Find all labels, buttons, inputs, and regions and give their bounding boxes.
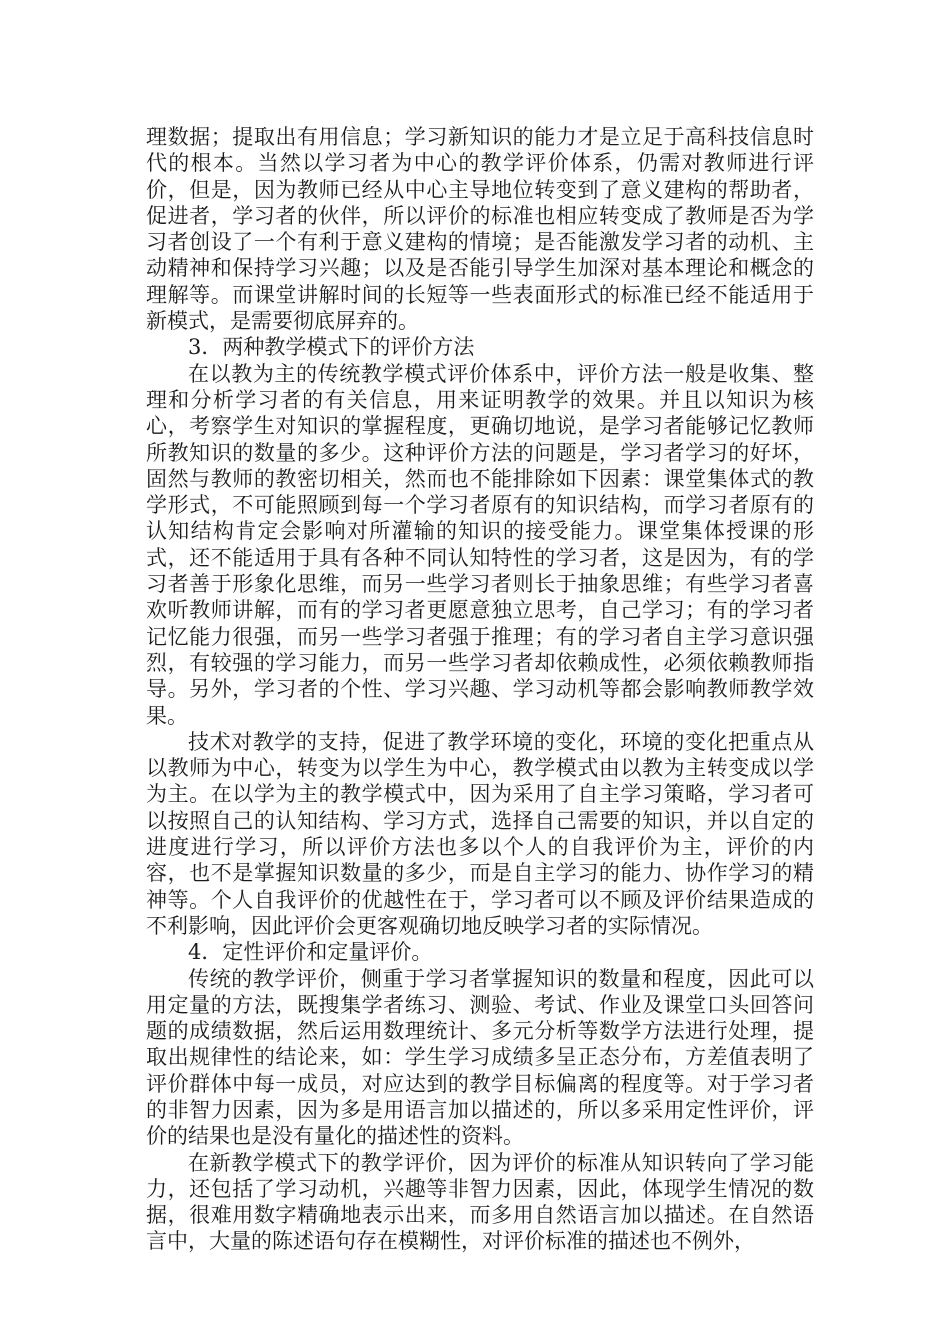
paragraph-new-model-evaluation: 在新教学模式下的教学评价，因为评价的标准从知识转向了学习能力，还包括了学习动机，兴趣等非智力因素，因此，体现学生情况的数据，很难用数字精确地表示出来，而多用自然语言加以描述。在自然语言中，大量的陈述语句存在模糊性，对评价标准的描述也不例外， <box>146 1150 814 1254</box>
section-heading-3: 3．两种教学模式下的评价方法 <box>188 335 475 360</box>
paragraph-technology-support: 技术对教学的支持，促进了教学环境的变化，环境的变化把重点从以教师为中心，转变为以学生为中心，教学模式由以教为主转变成以学为主。在以学为主的教学模式中，因为采用了自主学习策略，学习者可以按照自己的认知结构、学习方式，选择自己需要的知识，并以自定的进度进行学习，所以评价方法也多以个人的自我评价为主，评价的内容，也不是掌握知识数量的多少，而是自主学习的能力、协作学习的精神等。个人自我评价的优越性在于，学习者可以不顾及评价结果造成的不利影响，因此评价会更客观确切地反映学习者的实际情况。 <box>146 729 814 938</box>
document-page <box>146 124 814 1255</box>
section-heading-4: 4．定性评价和定量评价。 <box>188 940 433 965</box>
paragraph-traditional-evaluation: 在以教为主的传统教学模式评价体系中，评价方法一般是收集、整理和分析学习者的有关信息，用来证明教学的效果。并且以知识为核心，考察学生对知识的掌握程度，更确切地说，是学习者能够记忆教师所教知识的数量的多少。这种评价方法的问题是，学习者学习的好坏，固然与教师的教密切相关，然而也不能排除如下因素：课堂集体式的教学形式，不可能照顾到每一个学习者原有的知识结构，而学习者原有的认知结构肯定会影响对所灌输的知识的接受能力。课堂集体授课的形式，还不能适用于具有各种不同认知特性的学习者，这是因为，有的学习者善于形象化思维，而另一些学习者则长于抽象思维；有些学习者喜欢听教师讲解，而有的学习者更愿意独立思考，自己学习；有的学习者记忆能力很强，而另一些学习者强于推理；有的学习者自主学习意识强烈，有较强的学习能力，而另一些学习者却依赖成性，必须依赖教师指导。另外，学习者的个性、学习兴趣、学习动机等都会影响教师教学效果。 <box>146 361 814 728</box>
continued-paragraph: 理数据；提取出有用信息；学习新知识的能力才是立足于高科技信息时代的根本。当然以学习者为中心的教学评价体系，仍需对教师进行评价，但是，因为教师已经从中心主导地位转变到了意义建构的帮助者，促进者，学习者的伙伴，所以评价的标准也相应转变成了教师是否为学习者创设了一个有利于意义建构的情境；是否能激发学习者的动机、主动精神和保持学习兴趣；以及是否能引导学生加深对基本理论和概念的理解等。而课堂讲解时间的长短等一些表面形式的标准已经不能适用于新模式，是需要彻底屏弃的。 <box>146 125 814 334</box>
paragraph-quantitative-evaluation: 传统的教学评价，侧重于学习者掌握知识的数量和程度，因此可以用定量的方法，既搜集学者练习、测验、考试、作业及课堂口头回答问题的成绩数据，然后运用数理统计、多元分析等数学方法进行处理，提取出规律性的结论来，如：学生学习成绩多呈正态分布，方差值表明了评价群体中每一成员，对应达到的教学目标偏离的程度等。对于学习者的非智力因素，因为多是用语言加以描述的，所以多采用定性评价，评价的结果也是没有量化的描述性的资料。 <box>146 966 814 1149</box>
